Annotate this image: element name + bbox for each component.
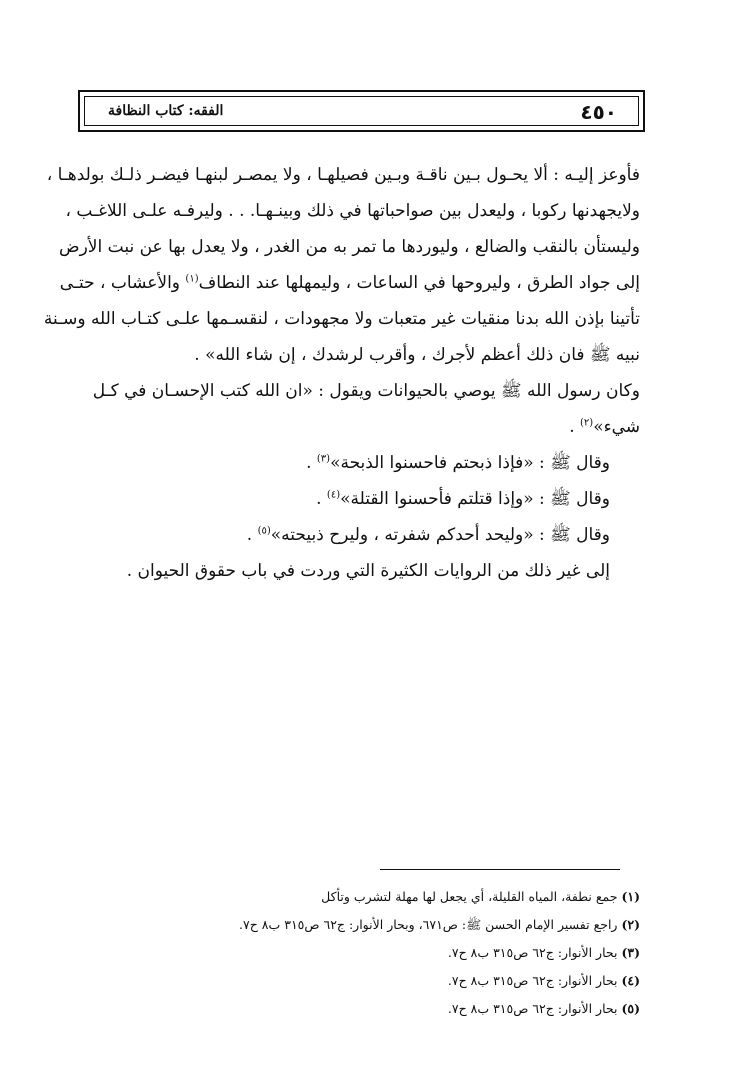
footnote (180, 911, 640, 939)
page-number: ٤٥٠ (580, 100, 617, 124)
text-line: وليستأن بالنقب والضالع ، وليوردها ما تمر به من الغدر ، ولا يعدل بها عن نبت الأرض (59, 237, 640, 257)
page-header (78, 90, 645, 132)
footnote-ref-4: (٤) (326, 489, 341, 501)
text-line: فأوعز إليـه : ألا يحـول بـين ناقـة وبـين فصيلهـا ، ولا يمصـر لبنهـا فيضـر ذلـك بولدهـا ، (46, 165, 640, 185)
footnote-number: (٣) (621, 945, 640, 960)
hadith-quote (80, 445, 640, 481)
text-segment: . (246, 525, 258, 545)
footnote-number: (٥) (621, 1001, 640, 1016)
text-segment: شيء» (593, 417, 640, 437)
footnote (180, 995, 640, 1023)
footnote-text: راجع تفسير الإمام الحسن ﷺ: ص٦٧١، وبحار الأنوار: ج٦٢ ص٣١٥ ب٨ ح٧. (239, 917, 622, 932)
footnote-text: بحار الأنوار: ج٦٢ ص٣١٥ ب٨ ح٧. (447, 1001, 622, 1016)
footnote-text: جمع نطفة، المياه القليلة، أي يجعل لها مهلة لتشرب وتأكل (321, 889, 622, 904)
closing-line: إلى غير ذلك من الروايات الكثيرة التي وردت في باب حقوق الحيوان . (126, 561, 610, 581)
text-segment: . (306, 453, 317, 473)
text-line: ولايجهدنها ركوبا ، وليعدل بين صواحباتها في ذلك وبينـهـا. . . وليرفـه علـى اللاغـب ، (65, 201, 640, 221)
footnote-ref-2: (٢) (580, 417, 594, 429)
footnote-separator (380, 869, 620, 870)
footnote-number: (٢) (621, 917, 640, 932)
text-line: وكان رسول الله ﷺ يوصي بالحيوانات ويقول : «ان الله كتب الإحسـان في كـل (92, 381, 640, 401)
footnote (180, 883, 640, 911)
main-text (43, 157, 640, 589)
text-segment: إلى جواد الطرق ، وليروحها في الساعات ، وليمهلها عند النطاف (198, 273, 640, 293)
text-segment: وقال ﷺ : «وإذا قتلتم فأحسنوا القتلة» (340, 489, 610, 509)
footnotes (180, 883, 640, 1023)
footnote (180, 967, 640, 995)
text-segment: وقال ﷺ : «فإذا ذبحتم فاحسنوا الذبحة» (330, 453, 610, 473)
text-line (59, 265, 640, 301)
text-segment: . (569, 417, 580, 437)
text-line: نبيه ﷺ فان ذلك أعظم لأجرك ، وأقرب لرشدك ، إن شاء الله» . (194, 345, 640, 365)
footnote (180, 939, 640, 967)
footnote-ref-1: (١) (185, 273, 199, 285)
text-line (80, 409, 640, 445)
footnote-number: (١) (621, 889, 640, 904)
text-segment: والأعشاب ، حتـى (59, 273, 186, 293)
footnote-ref-3: (٣) (316, 453, 331, 465)
footnote-number: (٤) (621, 973, 640, 988)
footnote-text: بحار الأنوار: ج٦٢ ص٣١٥ ب٨ ح٧. (447, 945, 622, 960)
text-line: تأتينا بإذن الله بدنا منقيات غير متعبات ولا مجهودات ، لنقسـمها علـى كتـاب الله وسـنة (43, 309, 640, 329)
text-segment: وقال ﷺ : «وليحد أحدكم شفرته ، وليرح ذبيحته» (270, 525, 610, 545)
hadith-quote (80, 517, 640, 553)
footnote-text: بحار الأنوار: ج٦٢ ص٣١٥ ب٨ ح٧. (447, 973, 622, 988)
text-segment: . (316, 489, 327, 509)
running-title: الفقه: كتاب النظافة (108, 103, 224, 119)
hadith-quote (80, 481, 640, 517)
footnote-ref-5: (٥) (257, 525, 271, 537)
